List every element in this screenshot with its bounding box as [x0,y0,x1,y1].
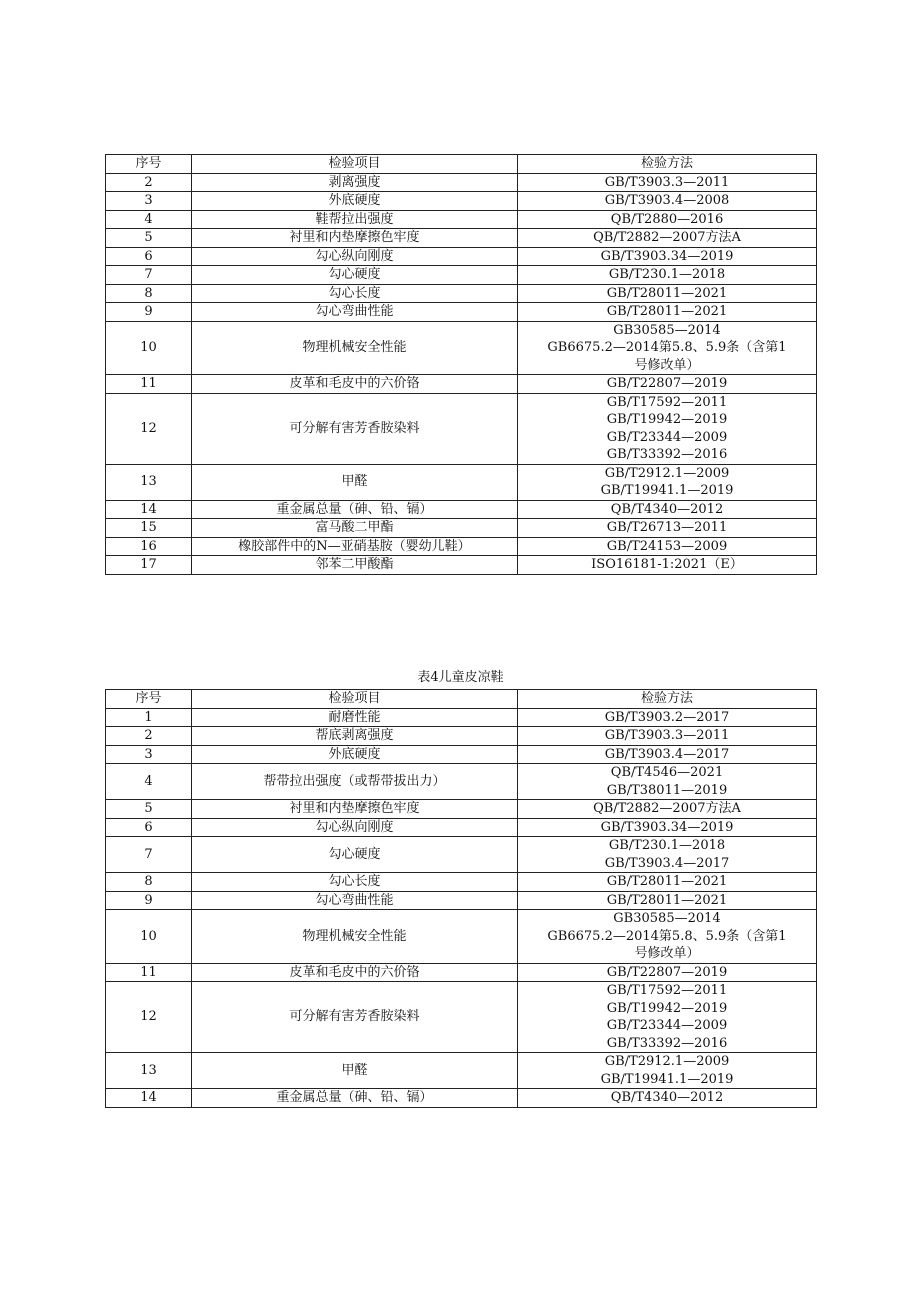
row-number: 13 [106,464,192,500]
method-line: GB/T17592—2011 [606,983,728,998]
row-number: 8 [106,284,192,303]
inspection-item: 帮带拉出强度（或帮带拔出力） [192,764,518,800]
method-line: GB/T3903.4—2008 [604,193,730,208]
table-row [106,266,817,285]
inspection-item: 衬里和内垫摩擦色牢度 [192,229,518,248]
method-line: GB6675.2—2014第5.8、5.9条（含第1 [547,340,787,355]
inspection-item: 勾心硬度 [192,837,518,873]
method-line: GB/T22807—2019 [606,964,728,980]
row-number: 10 [106,910,192,964]
row-number: 7 [106,266,192,285]
row-number: 17 [106,556,192,575]
method-line: GB/T3903.4—2017 [604,746,730,762]
row-number: 12 [106,982,192,1053]
table-row [106,210,817,229]
row-number: 9 [106,303,192,322]
inspection-method [518,519,817,538]
row-number: 6 [106,247,192,266]
inspection-method [518,963,817,982]
method-line: GB/T19942—2019 [606,412,728,427]
method-line: QB/T2880—2016 [610,211,724,227]
inspection-item: 勾心硬度 [192,266,518,285]
inspection-item: 帮底剥离强度 [192,727,518,746]
method-line: GB/T17592—2011 [606,394,728,410]
row-number: 11 [106,963,192,982]
header-item: 检验项目 [192,690,518,709]
header-no: 序号 [106,690,192,709]
method-line: GB30585—2014 [613,322,721,338]
table-header-row [106,690,817,709]
inspection-method [518,818,817,837]
method-line: GB6675.2—2014第5.8、5.9条（含第1 [547,928,787,944]
inspection-item: 物理机械安全性能 [192,910,518,964]
inspection-table-1 [105,154,817,575]
table-row [106,284,817,303]
method-line: GB/T23344—2009 [606,1018,728,1033]
method-line: QB/T4340—2012 [610,1090,724,1105]
table-row [106,229,817,248]
inspection-item: 衬里和内垫摩擦色牢度 [192,800,518,819]
inspection-method [518,500,817,519]
table-body [106,708,817,1107]
table-row [106,519,817,538]
method-line: GB/T33392—2016 [606,447,728,462]
table-row [106,800,817,819]
table-row [106,537,817,556]
table-row [106,982,817,1053]
row-number: 2 [106,173,192,192]
table-row [106,247,817,266]
inspection-item: 物理机械安全性能 [192,321,518,375]
row-number: 5 [106,229,192,248]
inspection-method [518,745,817,764]
inspection-method [518,266,817,285]
row-number: 2 [106,727,192,746]
table-row [106,837,817,873]
table-row [106,173,817,192]
inspection-table-2 [105,689,817,1108]
inspection-method [518,393,817,464]
inspection-method [518,556,817,575]
row-number: 15 [106,519,192,538]
inspection-item: 勾心弯曲性能 [192,891,518,910]
table-row [106,963,817,982]
row-number: 8 [106,873,192,892]
inspection-item: 甲醛 [192,464,518,500]
inspection-item: 皮革和毛皮中的六价铬 [192,963,518,982]
table-row [106,891,817,910]
method-line: GB/T3903.34—2019 [600,819,734,835]
inspection-method [518,800,817,819]
table-row [106,1053,817,1089]
inspection-method [518,873,817,892]
table-row [106,303,817,322]
inspection-method [518,247,817,266]
table-row [106,500,817,519]
row-number: 11 [106,375,192,394]
row-number: 9 [106,891,192,910]
inspection-item: 勾心长度 [192,284,518,303]
inspection-item: 可分解有害芳香胺染料 [192,982,518,1053]
inspection-item: 邻苯二甲酸酯 [192,556,518,575]
method-line: GB/T24153—2009 [606,538,728,554]
row-number: 16 [106,537,192,556]
table-row [106,1089,817,1108]
row-number: 1 [106,708,192,727]
method-line: GB30585—2014 [613,911,721,926]
table-row [106,464,817,500]
inspection-method [518,837,817,873]
table-row [106,873,817,892]
inspection-item: 勾心长度 [192,873,518,892]
row-number: 14 [106,1089,192,1108]
inspection-item: 剥离强度 [192,173,518,192]
method-line: GB/T28011—2021 [606,874,728,889]
inspection-item: 富马酸二甲酯 [192,519,518,538]
method-line: GB/T3903.3—2011 [604,728,730,743]
method-line: GB/T26713—2011 [606,520,728,535]
method-line: 号修改单） [634,357,700,373]
inspection-method [518,891,817,910]
table-row [106,556,817,575]
inspection-method [518,192,817,211]
inspection-item: 重金属总量（砷、铅、镉） [192,500,518,519]
inspection-method [518,321,817,375]
header-no: 序号 [106,155,192,174]
table-row [106,192,817,211]
method-line: QB/T2882—2007方法A [593,801,741,816]
table-row [106,375,817,394]
inspection-method [518,910,817,964]
row-number: 6 [106,818,192,837]
row-number: 13 [106,1053,192,1089]
inspection-item: 外底硬度 [192,745,518,764]
inspection-method [518,764,817,800]
row-number: 3 [106,745,192,764]
row-number: 3 [106,192,192,211]
inspection-item: 甲醛 [192,1053,518,1089]
method-line: GB/T230.1—2018 [608,267,726,282]
method-line: GB/T38011—2019 [606,782,728,798]
row-number: 4 [106,764,192,800]
method-line: QB/T4340—2012 [610,501,724,517]
inspection-method [518,537,817,556]
inspection-method [518,464,817,500]
inspection-item: 橡胶部件中的N—亚硝基胺（婴幼儿鞋） [192,537,518,556]
row-number: 14 [106,500,192,519]
method-line: GB/T3903.34—2019 [600,248,734,264]
inspection-item: 重金属总量（砷、铅、镉） [192,1089,518,1108]
inspection-method [518,173,817,192]
method-line: GB/T230.1—2018 [608,838,726,853]
inspection-method [518,1053,817,1089]
table-row [106,708,817,727]
row-number: 12 [106,393,192,464]
inspection-method [518,1089,817,1108]
method-line: GB/T2912.1—2009 [604,1054,730,1069]
inspection-item: 鞋帮拉出强度 [192,210,518,229]
method-line: GB/T19941.1—2019 [600,1071,734,1087]
inspection-method [518,727,817,746]
inspection-method [518,708,817,727]
method-line: GB/T28011—2021 [606,285,728,301]
method-line: GB/T3903.2—2017 [604,709,730,725]
row-number: 5 [106,800,192,819]
table-row [106,321,817,375]
table-row [106,910,817,964]
table-body [106,173,817,574]
header-item: 检验项目 [192,155,518,174]
inspection-method [518,229,817,248]
inspection-item: 皮革和毛皮中的六价铬 [192,375,518,394]
method-line: GB/T2912.1—2009 [604,465,730,481]
table-row [106,727,817,746]
inspection-item: 勾心纵向刚度 [192,818,518,837]
inspection-item: 勾心弯曲性能 [192,303,518,322]
inspection-method [518,284,817,303]
inspection-method [518,303,817,322]
method-line: GB/T28011—2021 [606,892,728,908]
inspection-item: 可分解有害芳香胺染料 [192,393,518,464]
header-method: 检验方法 [518,155,817,174]
inspection-method [518,375,817,394]
header-method: 检验方法 [518,690,817,709]
method-line: GB/T19941.1—2019 [600,483,734,498]
method-line: GB/T23344—2009 [606,429,728,445]
method-line: 号修改单） [634,946,700,961]
method-line: QB/T2882—2007方法A [593,230,741,245]
method-line: QB/T4546—2021 [610,765,724,780]
method-line: GB/T28011—2021 [606,304,728,319]
method-line: GB/T22807—2019 [606,376,728,391]
table-row [106,818,817,837]
method-line: GB/T3903.4—2017 [604,855,730,871]
inspection-method [518,982,817,1053]
row-number: 4 [106,210,192,229]
table-row [106,745,817,764]
inspection-item: 外底硬度 [192,192,518,211]
row-number: 10 [106,321,192,375]
row-number: 7 [106,837,192,873]
table-header-row [106,155,817,174]
table-row [106,393,817,464]
method-line: GB/T19942—2019 [606,1000,728,1016]
inspection-item: 耐磨性能 [192,708,518,727]
inspection-item: 勾心纵向刚度 [192,247,518,266]
method-line: GB/T3903.3—2011 [604,174,730,190]
inspection-method [518,210,817,229]
method-line: GB/T33392—2016 [606,1035,728,1051]
table-row [106,764,817,800]
table-caption: 表4儿童皮凉鞋 [417,670,504,685]
method-line: ISO16181-1:2021（E） [591,557,743,572]
